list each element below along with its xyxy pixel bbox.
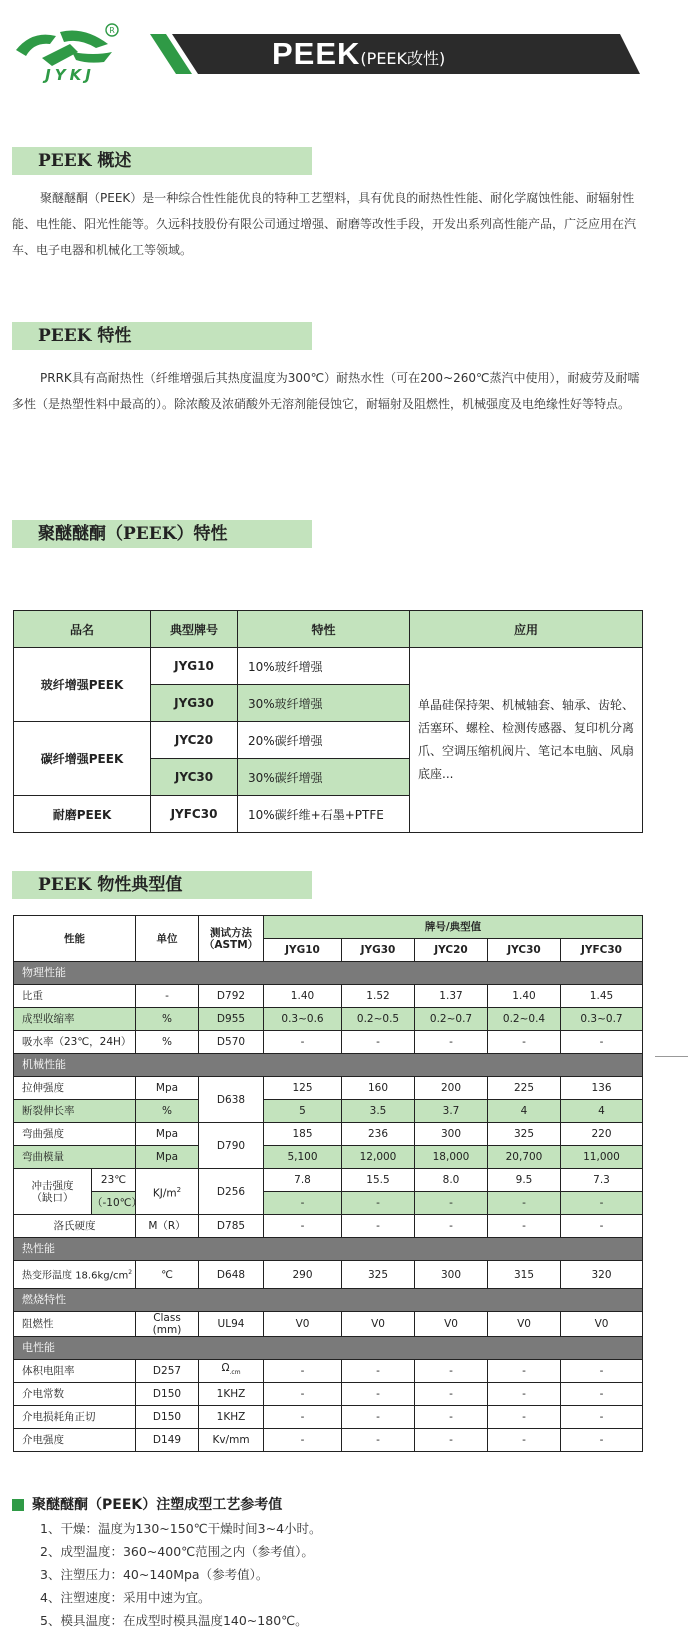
- feature: 20%碳纤增强: [238, 722, 410, 759]
- table-row: [14, 648, 643, 685]
- value: 4: [488, 1100, 561, 1123]
- section-thermal: 热性能: [14, 1238, 643, 1261]
- props-header-row: [14, 916, 643, 939]
- grades-table: [13, 610, 643, 833]
- prop-label: 阻燃性: [14, 1312, 136, 1337]
- prop-label: 吸水率（23℃，24H）: [14, 1031, 136, 1054]
- prop-label: 介电常数: [14, 1383, 136, 1406]
- value: -: [342, 1031, 415, 1054]
- value: -: [342, 1406, 415, 1429]
- list-item: 4、注塑速度：采用中速为宜。: [40, 1590, 211, 1605]
- grade-code: JYC30: [151, 759, 238, 796]
- feature: 10%碳纤维+石墨+PTFE: [238, 796, 410, 833]
- feature: 10%玻纤增强: [238, 648, 410, 685]
- value: -: [488, 1383, 561, 1406]
- value: V0: [342, 1312, 415, 1337]
- table-row: [14, 1123, 643, 1146]
- value: 1.40: [488, 985, 561, 1008]
- properties-table: [13, 915, 643, 1452]
- method: UL94: [199, 1312, 264, 1337]
- unit: %: [136, 1008, 199, 1031]
- value: -: [264, 1406, 342, 1429]
- value: -: [342, 1360, 415, 1383]
- process-title: 聚醚醚酮（PEEK）注塑成型工艺参考值: [32, 1497, 283, 1513]
- value: -: [415, 1192, 488, 1215]
- method: D790: [199, 1123, 264, 1169]
- section-mechanical: 机械性能: [14, 1054, 643, 1077]
- logo-text: JYKJ: [45, 66, 95, 84]
- method: D570: [199, 1031, 264, 1054]
- unit: Kv/mm: [199, 1429, 264, 1452]
- title-main: PEEK: [272, 36, 361, 71]
- header-cell: 应用: [410, 611, 643, 648]
- value: -: [561, 1406, 643, 1429]
- value: -: [561, 1360, 643, 1383]
- table-row: [14, 1008, 643, 1031]
- unit: $KJ/m^2$: [136, 1169, 199, 1215]
- impact-condition: （-10℃）: [92, 1192, 136, 1215]
- value: 300: [415, 1261, 488, 1289]
- value: 15.5: [342, 1169, 415, 1192]
- unit: 1KHZ: [199, 1406, 264, 1429]
- value: -: [488, 1215, 561, 1238]
- value: V0: [415, 1312, 488, 1337]
- table-row: [14, 1031, 643, 1054]
- prop-label: 拉伸强度: [14, 1077, 136, 1100]
- header-cell: 特性: [238, 611, 410, 648]
- value: -: [415, 1215, 488, 1238]
- value: -: [561, 1215, 643, 1238]
- table-row: [14, 1169, 643, 1192]
- section-heading-grades: 聚醚醚酮（PEEK）特性: [12, 520, 312, 548]
- table-row: [14, 1312, 643, 1337]
- prop-label: 成型收缩率: [14, 1008, 136, 1031]
- table-row: [14, 1192, 643, 1215]
- header-property: 性能: [14, 916, 136, 962]
- value: -: [264, 1429, 342, 1452]
- value: -: [264, 1360, 342, 1383]
- value: 7.8: [264, 1169, 342, 1192]
- value: 0.2~0.4: [488, 1008, 561, 1031]
- value: 160: [342, 1077, 415, 1100]
- grade-code: JYC20: [151, 722, 238, 759]
- table-row: [14, 1383, 643, 1406]
- value: 220: [561, 1123, 643, 1146]
- unit: ℃: [136, 1261, 199, 1289]
- value: -: [415, 1406, 488, 1429]
- value: 200: [415, 1077, 488, 1100]
- value: 1.45: [561, 985, 643, 1008]
- section-heading-properties: PEEK 物性典型值: [12, 871, 312, 899]
- value: 18,000: [415, 1146, 488, 1169]
- value: 0.2~0.5: [342, 1008, 415, 1031]
- grade-code: JYFC30: [151, 796, 238, 833]
- value: 9.5: [488, 1169, 561, 1192]
- grade-code: JYG30: [151, 685, 238, 722]
- prop-label: 热变形温度 $18.6kg/cm^2$: [14, 1261, 136, 1289]
- value: -: [415, 1429, 488, 1452]
- header-cell: 典型牌号: [151, 611, 238, 648]
- value: -: [342, 1192, 415, 1215]
- value: -: [488, 1406, 561, 1429]
- grade-col: JYFC30: [561, 939, 643, 962]
- value: 4: [561, 1100, 643, 1123]
- feature: 30%碳纤增强: [238, 759, 410, 796]
- process-list: [40, 1517, 322, 1632]
- method: D256: [199, 1169, 264, 1215]
- unit: M（R）: [136, 1215, 199, 1238]
- table-row: [14, 1100, 643, 1123]
- grade-col: JYC30: [488, 939, 561, 962]
- grade-col: JYG10: [264, 939, 342, 962]
- value: 0.3~0.7: [561, 1008, 643, 1031]
- value: -: [264, 1215, 342, 1238]
- title-sub: (PEEK改性): [360, 49, 446, 68]
- table-row: [14, 1360, 643, 1383]
- prop-label: 介电强度: [14, 1429, 136, 1452]
- method: D792: [199, 985, 264, 1008]
- unit: %: [136, 1031, 199, 1054]
- prop-label: 弯曲模量: [14, 1146, 136, 1169]
- features-paragraph: PRRK具有高耐热性（纤维增强后其热度温度为300℃）耐热水性（可在200~260℃蒸汽中使用），耐疲劳及耐嚅多性（是热塑性料中最高的）。除浓酸及浓硝酸外无溶剂能侵蚀它，耐辐射及阻燃性，机械强度及电绝缘性好等特点。: [12, 371, 640, 411]
- value: -: [264, 1192, 342, 1215]
- method: D150: [136, 1383, 199, 1406]
- value: 125: [264, 1077, 342, 1100]
- method: D638: [199, 1077, 264, 1123]
- registered-mark: R: [109, 26, 115, 35]
- grade-col: JYG30: [342, 939, 415, 962]
- prop-label: 比重: [14, 985, 136, 1008]
- section-electrical: 电性能: [14, 1337, 643, 1360]
- unit: Mpa: [136, 1146, 199, 1169]
- value: 12,000: [342, 1146, 415, 1169]
- value: -: [561, 1429, 643, 1452]
- section-heading-features: PEEK 特性: [12, 322, 312, 350]
- value: V0: [561, 1312, 643, 1337]
- product-name: 碳纤增强PEEK: [14, 722, 151, 796]
- value: 225: [488, 1077, 561, 1100]
- header-method: 测试方法 （ASTM）: [199, 916, 264, 962]
- value: -: [264, 1383, 342, 1406]
- table-row: [14, 1429, 643, 1452]
- side-divider: [655, 1056, 688, 1057]
- value: 0.3~0.6: [264, 1008, 342, 1031]
- value: -: [561, 1383, 643, 1406]
- list-item: 3、注塑压力：40~140Mpa（参考值）。: [40, 1567, 269, 1582]
- value: 185: [264, 1123, 342, 1146]
- unit: Class (mm): [136, 1312, 199, 1337]
- value: 0.2~0.7: [415, 1008, 488, 1031]
- impact-condition: 23℃: [92, 1169, 136, 1192]
- value: V0: [488, 1312, 561, 1337]
- table-row: [14, 1077, 643, 1100]
- value: 1.40: [264, 985, 342, 1008]
- value: 315: [488, 1261, 561, 1289]
- value: 7.3: [561, 1169, 643, 1192]
- value: -: [264, 1031, 342, 1054]
- overview-paragraph: 聚醚醚酮（PEEK）是一种综合性性能优良的特种工艺塑料，具有优良的耐热性性能、耐化学腐蚀性能、耐辐射性能、电性能、阳光性能等。久远科技股份有限公司通过增强、耐磨等改性手段，开发出系列高性能产品，广泛应用在汽车、电子电器和机械化工等领域。: [12, 191, 637, 257]
- bullet-square-icon: [12, 1499, 24, 1511]
- unit: Mpa: [136, 1077, 199, 1100]
- value: 5,100: [264, 1146, 342, 1169]
- header-grade-group: 牌号/典型值: [264, 916, 643, 939]
- unit: $\Omega_{.cm}$: [199, 1360, 264, 1383]
- value: -: [488, 1192, 561, 1215]
- prop-label: 断裂伸长率: [14, 1100, 136, 1123]
- value: 8.0: [415, 1169, 488, 1192]
- unit: %: [136, 1100, 199, 1123]
- prop-label: 介电损耗角正切: [14, 1406, 136, 1429]
- value: 290: [264, 1261, 342, 1289]
- method: D648: [199, 1261, 264, 1289]
- value: -: [342, 1215, 415, 1238]
- method: D257: [136, 1360, 199, 1383]
- feature: 30%玻纤增强: [238, 685, 410, 722]
- method: D785: [199, 1215, 264, 1238]
- value: -: [342, 1429, 415, 1452]
- section-physical: 物理性能: [14, 962, 643, 985]
- grades-header-row: [14, 611, 643, 648]
- value: -: [561, 1031, 643, 1054]
- value: 1.52: [342, 985, 415, 1008]
- value: -: [415, 1031, 488, 1054]
- section-heading-overview: PEEK 概述: [12, 147, 312, 175]
- value: 325: [488, 1123, 561, 1146]
- prop-label: 体积电阻率: [14, 1360, 136, 1383]
- value: 236: [342, 1123, 415, 1146]
- value: 1.37: [415, 985, 488, 1008]
- list-item: 2、成型温度：360~400℃范围之内（参考值）。: [40, 1544, 314, 1559]
- value: 136: [561, 1077, 643, 1100]
- value: 325: [342, 1261, 415, 1289]
- value: -: [415, 1383, 488, 1406]
- prop-label: 洛氏硬度: [14, 1215, 136, 1238]
- header-unit: 单位: [136, 916, 199, 962]
- grade-code: JYG10: [151, 648, 238, 685]
- unit: Mpa: [136, 1123, 199, 1146]
- value: -: [342, 1383, 415, 1406]
- product-name: 耐磨PEEK: [14, 796, 151, 833]
- impact-label: 冲击强度 （缺口）: [14, 1169, 92, 1215]
- value: 20,700: [488, 1146, 561, 1169]
- value: 300: [415, 1123, 488, 1146]
- value: V0: [264, 1312, 342, 1337]
- value: 3.7: [415, 1100, 488, 1123]
- prop-label: 弯曲强度: [14, 1123, 136, 1146]
- method: D149: [136, 1429, 199, 1452]
- unit: -: [136, 985, 199, 1008]
- table-row: [14, 1215, 643, 1238]
- unit: 1KHZ: [199, 1383, 264, 1406]
- table-row: [14, 1261, 643, 1289]
- value: 5: [264, 1100, 342, 1123]
- header-cell: 品名: [14, 611, 151, 648]
- value: -: [488, 1031, 561, 1054]
- list-item: 1、干燥：温度为130~150℃干燥时间3~4小时。: [40, 1521, 322, 1536]
- table-row: [14, 985, 643, 1008]
- value: -: [488, 1360, 561, 1383]
- grade-col: JYC20: [415, 939, 488, 962]
- table-row: [14, 1406, 643, 1429]
- table-row: [14, 1146, 643, 1169]
- list-item: 5、模具温度：在成型时模具温度140~180℃。: [40, 1613, 308, 1628]
- value: 11,000: [561, 1146, 643, 1169]
- application-text: 单晶硅保持架、机械轴套、轴承、齿轮、活塞环、螺栓、检测传感器、复印机分离爪、空调压缩机阀片、笔记本电脑、风扇底座...: [410, 648, 643, 833]
- section-flame: 燃烧特性: [14, 1289, 643, 1312]
- value: 320: [561, 1261, 643, 1289]
- product-name: 玻纤增强PEEK: [14, 648, 151, 722]
- page-title: [272, 36, 445, 72]
- value: -: [488, 1429, 561, 1452]
- value: -: [415, 1360, 488, 1383]
- method: D150: [136, 1406, 199, 1429]
- value: -: [561, 1192, 643, 1215]
- method: D955: [199, 1008, 264, 1031]
- company-logo: [12, 22, 124, 84]
- value: 3.5: [342, 1100, 415, 1123]
